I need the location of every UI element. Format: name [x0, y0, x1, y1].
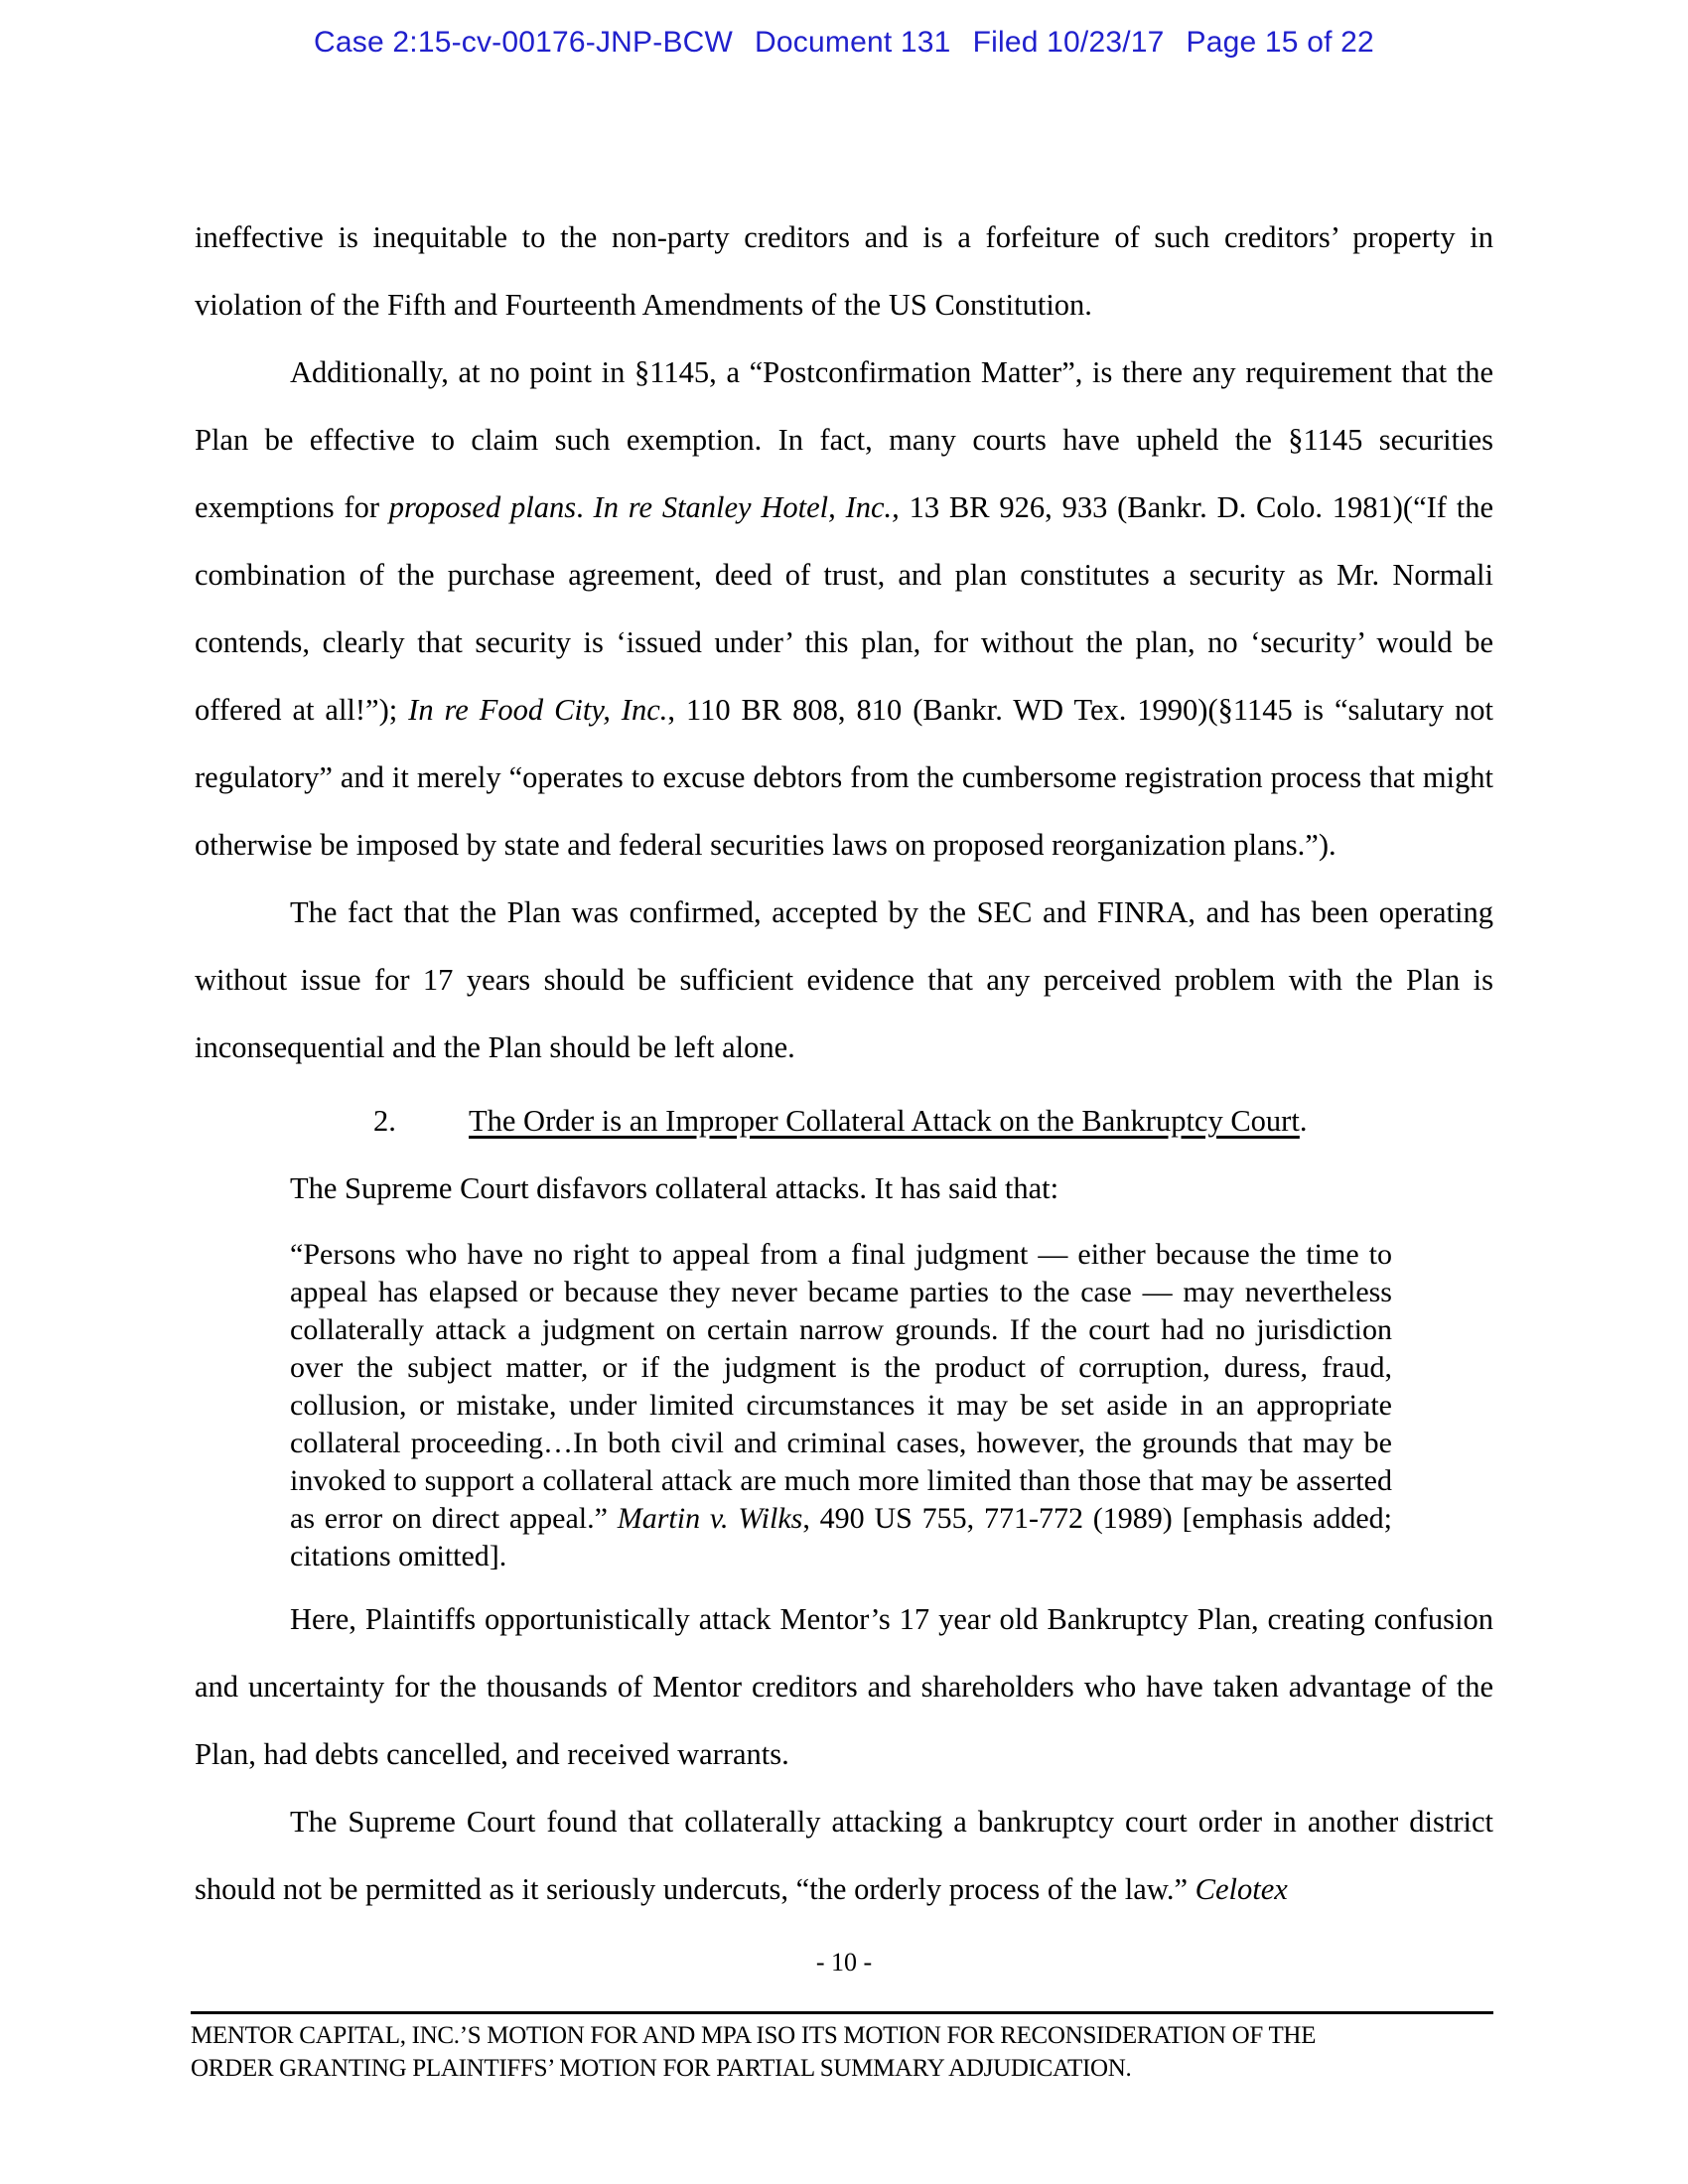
header-case-number: Case 2:15-cv-00176-JNP-BCW [314, 26, 734, 59]
heading-title: The Order is an Improper Collateral Attack on the Bankruptcy Court [469, 1104, 1300, 1138]
paragraph-here-plaintiffs [195, 1585, 1493, 1788]
footer-line-1: MENTOR CAPITAL, INC.’S MOTION FOR AND MPA ISO ITS MOTION FOR RECONSIDERATION OF THE [191, 2022, 1317, 2049]
paragraph-text: The fact that the Plan was confirmed, accepted by the SEC and FINRA, and has been operating without issue for 17 years should be sufficient evidence that any perceived problem with the Plan is inconsequential and the Plan should be left alone. [195, 895, 1493, 1064]
heading-number: 2. [373, 1104, 396, 1138]
paragraph-supreme-court-found [195, 1788, 1493, 1923]
citation-proposed-plans: proposed plans [388, 490, 577, 524]
header-filed-date: Filed 10/23/17 [972, 26, 1165, 59]
paragraph-text: ineffective is inequitable to the non-party creditors and is a forfeiture of such creditors’ property in violation of the Fifth and Fourteenth Amendments of the US Constitution. [195, 220, 1493, 322]
document-body [195, 204, 1493, 1923]
citation-martin-v-wilks: Martin v. Wilks [617, 1502, 803, 1535]
citation-stanley-hotel: In re Stanley Hotel, Inc., [593, 490, 900, 524]
paragraph-text: . [576, 490, 594, 524]
paragraph-text: 13 BR 926, 933 (Bankr. D. Colo. 1981)(“If the combination of the purchase agreement, deed of trust, and plan constitutes a security as Mr. Normali contends, clearly that security is ‘issued under’ this plan, for without the plan, no ‘security’ would be offered at all!”); [195, 490, 1494, 727]
header-page-indicator: Page 15 of 22 [1186, 26, 1374, 59]
paragraph-text: Here, Plaintiffs opportunistically attack Mentor’s 17 year old Bankruptcy Plan, creating confusion and uncertainty for the thousands of Mentor creditors and shareholders who have taken advantage of the Plan, had debts cancelled, and received warrants. [195, 1602, 1493, 1771]
heading-label-wrap [469, 1087, 1307, 1155]
block-quote-martin-v-wilks [290, 1236, 1392, 1575]
citation-celotex: Celotex [1195, 1872, 1288, 1906]
header-document-number: Document 131 [755, 26, 951, 59]
paragraph-additionally [195, 339, 1493, 879]
footer-divider [191, 2011, 1493, 2014]
paragraph-text: , 110 BR 808, 810 (Bankr. WD Tex. 1990)(§1145 is “salutary not regulatory” and it merely “operates to excuse debtors from the cumbersome registration process that might otherwise be imposed by state and federal securities laws on proposed reorganization plans.”). [195, 693, 1493, 862]
paragraph-fact-that-plan [195, 879, 1493, 1081]
quote-citation-tail: , 490 US 755, 771-772 (1989) [emphasis added; citations omitted]. [290, 1502, 1392, 1572]
quote-text: “Persons who have no right to appeal from a final judgment — either because the time to appeal has elapsed or because they never became parties to the case — may nevertheless collaterally attack a judgment on certain narrow grounds. If the court had no jurisdiction over the subject matter, or if the judgment is the product of corruption, duress, fraud, collusion, or mistake, under limited circumstances it may be set aside in an appropriate collateral proceeding…In both civil and criminal cases, however, the grounds that may be invoked to support a collateral attack are much more limited than those that may be asserted as error on direct appeal.” [290, 1238, 1392, 1535]
ecf-header-stamp [0, 26, 1688, 60]
heading-period: . [1299, 1104, 1308, 1138]
paragraph-supreme-court-disfavors [195, 1155, 1493, 1222]
paragraph-text: The Supreme Court found that collaterally attacking a bankruptcy court order in another district should not be permitted as it seriously undercuts, “the orderly process of the law.” [195, 1805, 1493, 1906]
paragraph-text: The Supreme Court disfavors collateral attacks. It has said that: [290, 1171, 1059, 1205]
section-heading-2 [195, 1087, 1493, 1155]
footer-caption [191, 2019, 1511, 2085]
paragraph-text: Additionally, at no point in §1145, a “Postconfirmation Matter”, is there any requirement that the Plan be effective to claim such exemption. In fact, many courts have upheld the §1145 securities exemptions for [195, 355, 1493, 524]
citation-food-city: In re Food City, Inc. [408, 693, 668, 727]
page-number: - 10 - [815, 1948, 873, 1977]
paragraph-continued-ineffective [195, 204, 1493, 339]
footer-line-2: ORDER GRANTING PLAINTIFFS’ MOTION FOR PARTIAL SUMMARY ADJUDICATION. [191, 2055, 1132, 2082]
